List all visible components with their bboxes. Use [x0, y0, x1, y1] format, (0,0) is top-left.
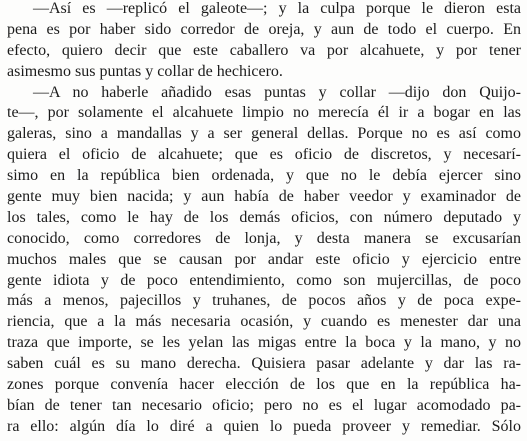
text-line-20: bían de tener tan necesario oficio; pero no es el lugar acomodado pa-: [7, 396, 521, 414]
text-line-3: efecto, quiero decir que este caballero va por alcahuete, y por tener: [7, 41, 521, 59]
text-line-5: —A no haberle añadido esas puntas y collar —dijo don Quijo-: [33, 83, 521, 101]
text-line-13: muchos males que se causan por andar este oficio y ejercicio entre: [7, 250, 521, 268]
text-line-10: gente muy bien nacida; y aun había de haber veedor y examinador de: [7, 188, 521, 206]
text-line-12: conocido, como corredores de lonja, y desta manera se excusarían: [7, 229, 521, 247]
text-line-9: simo en la república bien ordenada, y que no le debía ejercer sino: [7, 167, 521, 185]
text-line-19: zones porque convenía hacer elección de los que en la república ha-: [7, 376, 521, 394]
text-line-4: asimesmo sus puntas y collar de hechicero.: [7, 62, 283, 80]
text-line-6: te—, por solamente el alcahuete limpio no merecía él ir a bogar en las: [7, 104, 521, 122]
text-line-18: saben cuál es su mano derecha. Quisiera pasar adelante y dar las ra-: [7, 355, 521, 373]
text-line-8: quiera el oficio de alcahuete; que es oficio de discretos, y necesarí-: [7, 146, 521, 164]
text-line-1: —Así es —replicó el galeote—; y la culpa porque le dieron esta: [33, 0, 521, 17]
text-line-14: gente idiota y de poco entendimiento, como son mujercillas, de poco: [7, 271, 521, 289]
text-line-21: ra ello: algún día lo diré a quien lo pueda proveer y remediar. Sólo: [7, 417, 521, 435]
text-line-7: galeras, sino a mandallas y a ser general dellas. Porque no es así como: [7, 125, 521, 143]
text-line-11: los tales, como le hay de los demás oficios, con número deputado y: [7, 208, 521, 226]
text-line-2: pena es por haber sido corredor de oreja, y aun de todo el cuerpo. En: [7, 20, 521, 38]
body-text: [7, 0, 521, 438]
text-line-17: traza que importe, se les yelan las migas entre la boca y la mano, y no: [7, 334, 521, 352]
text-line-16: riencia, que a la más necesaria ocasión, y cuando es menester dar una: [7, 313, 521, 331]
text-line-15: más a menos, pajecillos y truhanes, de pocos años y de poca expe-: [7, 292, 521, 310]
